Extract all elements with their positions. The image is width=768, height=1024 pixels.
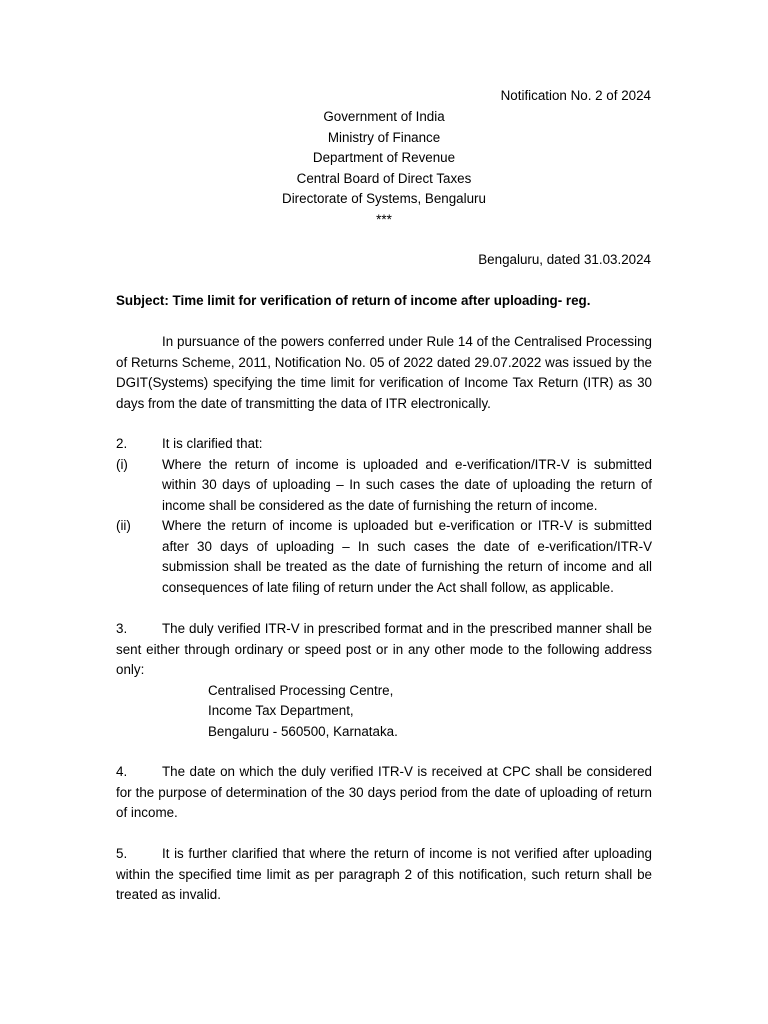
clause-i-marker: (i) bbox=[116, 456, 128, 472]
header-department: Department of Revenue bbox=[312, 150, 456, 165]
address-line-2: Income Tax Department, bbox=[208, 703, 354, 718]
paragraph-5-number: 5. bbox=[116, 846, 128, 861]
notification-number: Notification No. 2 of 2024 bbox=[500, 88, 651, 103]
paragraph-5-body: It is further clarified that where the return of income is not verified after uploading within the specified time limit as per paragraph 2 of this notification, such return shall be treated as invalid. bbox=[116, 846, 652, 902]
header-separator: *** bbox=[376, 211, 392, 227]
clause-ii-marker: (ii) bbox=[116, 518, 131, 533]
header-ministry: Ministry of Finance bbox=[327, 129, 441, 145]
header-directorate: Directorate of Systems, Bengaluru bbox=[282, 191, 486, 206]
subject-line: Subject: Time limit for verification of return of income after uploading- reg. bbox=[116, 293, 591, 308]
paragraph-3-body: The duly verified ITR-V in prescribed format and in the prescribed manner shall be sent either through ordinary or speed post or in any other mode to the following address only: bbox=[116, 621, 652, 677]
clause-ii bbox=[116, 516, 652, 598]
paragraph-4-number: 4. bbox=[116, 764, 128, 779]
address-line-1: Centralised Processing Centre, bbox=[208, 682, 394, 698]
clause-i bbox=[116, 455, 652, 517]
letterhead bbox=[0, 107, 768, 230]
paragraph-3-text bbox=[116, 619, 652, 681]
paragraph-2-heading bbox=[116, 434, 652, 455]
paragraph-3-number: 3. bbox=[116, 621, 128, 636]
cpc-address bbox=[116, 681, 652, 743]
paragraph-3 bbox=[116, 619, 652, 742]
place-date: Bengaluru, dated 31.03.2024 bbox=[478, 252, 651, 267]
paragraph-4-body: The date on which the duly verified ITR-V is received at CPC shall be considered for the purpose of determination of the 30 days period from the date of uploading of return of income. bbox=[116, 764, 652, 820]
paragraph-1: In pursuance of the powers conferred under Rule 14 of the Centralised Processing of Returns Scheme, 2011, Notification No. 05 of 2022 dated 29.07.2022 was issued by the DGIT(Systems) specifying the time limit for verification of Income Tax Return (ITR) as 30 days from the date of transmitting the data of ITR electronically. bbox=[116, 334, 652, 411]
clause-ii-text: Where the return of income is uploaded but e-verification or ITR-V is submitted after 30 days of uploading – In such cases the date of e-verification/ITR-V submission shall be treated as the date of furnishing the return of income and all consequences of late filing of return under the Act shall follow, as applicable. bbox=[162, 518, 652, 595]
paragraph-4 bbox=[116, 762, 652, 824]
clause-i-text: Where the return of income is uploaded and e-verification/ITR-V is submitted within 30 days of uploading – In such cases the date of uploading the return of income shall be considered as the date of furnishing the return of income. bbox=[162, 456, 652, 513]
header-government: Government of India bbox=[323, 109, 445, 124]
paragraph-2-number: 2. bbox=[116, 436, 128, 451]
header-board: Central Board of Direct Taxes bbox=[296, 170, 472, 186]
paragraph-2 bbox=[116, 434, 652, 598]
address-line-3: Bengaluru - 560500, Karnataka. bbox=[208, 723, 398, 739]
paragraph-5 bbox=[116, 844, 652, 906]
paragraph-2-intro: It is clarified that: bbox=[162, 436, 263, 451]
